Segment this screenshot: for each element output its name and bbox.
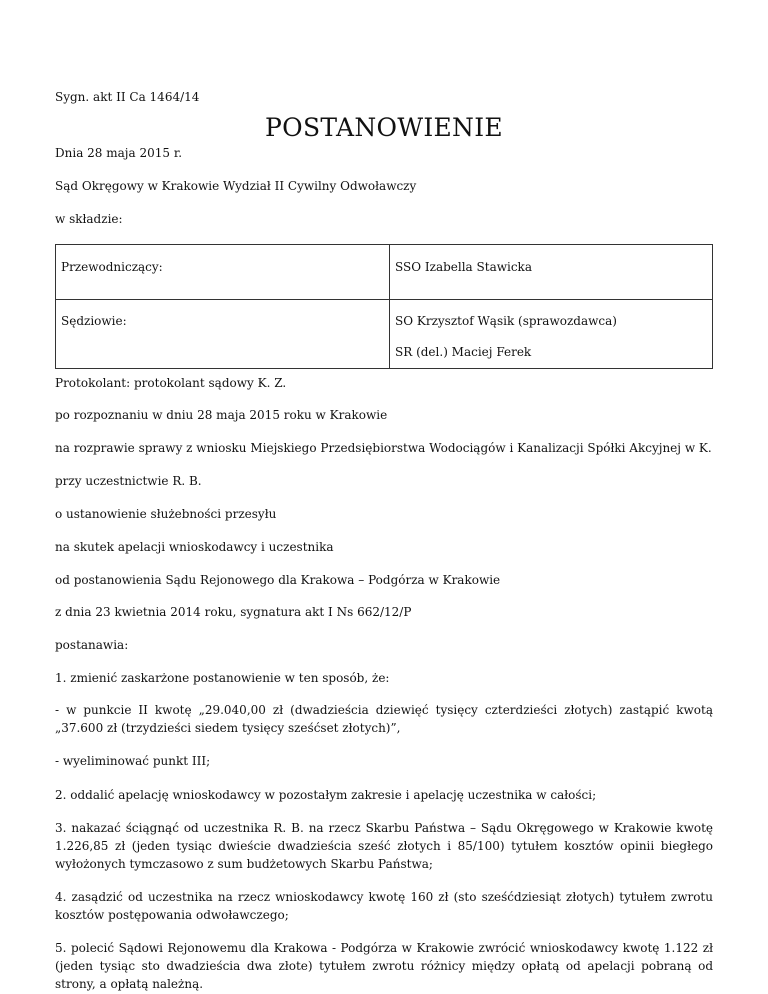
presiding-judge: SSO Izabella Stawicka: [395, 260, 532, 274]
document-title: POSTANOWIENIE: [265, 113, 503, 142]
judges-label-cell: [56, 300, 390, 369]
lower-court-line: od postanowienia Sądu Rejonowego dla Krakowa – Podgórza w Krakowie: [55, 573, 501, 587]
participant-line: przy uczestnictwie R. B.: [55, 474, 202, 488]
lower-court-date-line: z dnia 23 kwietnia 2014 roku, sygnatura akt I Ns 662/12/P: [55, 605, 412, 619]
ruling-1-intro: 1. zmienić zaskarżone postanowienie w ten sposób, że:: [55, 671, 390, 685]
judge-name: SR (del.) Maciej Ferek: [395, 345, 532, 359]
appeal-line: na skutek apelacji wnioskodawcy i uczestnika: [55, 540, 334, 554]
date-line: Dnia 28 maja 2015 r.: [55, 146, 183, 160]
applicant-line: na rozprawie sprawy z wniosku Miejskiego Przedsiębiorstwa Wodociągów i Kanalizacji Spółki Akcyjnej w K.: [55, 441, 712, 455]
ruling-item: 4. zasądzić od uczestnika na rzecz wnioskodawcy kwotę 160 zł (sto sześćdziesiąt złotych) tytułem zwrotu kosztów postępowania odwoławczego;: [55, 890, 713, 922]
presiding-label: Przewodniczący:: [61, 260, 163, 274]
judge-name: SO Krzysztof Wąsik (sprawozdawca): [395, 314, 617, 328]
ruling-item: - w punkcie II kwotę „29.040,00 zł (dwadzieścia dziewięć tysięcy czterdzieści złotych) zastąpić kwotą „37.600 zł (trzydzieści siedem tysięcy sześćset złotych)”,: [55, 703, 713, 735]
composition-intro: w składzie:: [55, 212, 123, 226]
judges-row: [56, 300, 713, 369]
panel-table: [55, 244, 713, 369]
court-name: Sąd Okręgowy w Krakowie Wydział II Cywilny Odwoławczy: [55, 179, 417, 193]
presiding-row: [56, 245, 713, 300]
ruling-item: 2. oddalić apelację wnioskodawcy w pozostałym zakresie i apelację uczestnika w całości;: [55, 788, 597, 802]
presiding-judge-cell: [390, 245, 713, 300]
judges-label: Sędziowie:: [61, 314, 127, 328]
hearing-date-line: po rozpoznaniu w dniu 28 maja 2015 roku w Krakowie: [55, 408, 388, 422]
case-signature: Sygn. akt II Ca 1464/14: [55, 90, 200, 104]
clerk-line: Protokolant: protokolant sądowy K. Z.: [55, 376, 287, 390]
ruling-item: 5. polecić Sądowi Rejonowemu dla Krakowa - Podgórza w Krakowie zwrócić wnioskodawcy kwotę 1.122 zł (jeden tysiąc sto dwadzieścia dwa złote) tytułem zwrotu różnicy między opłatą od apelacji pobraną od strony, a opłatą należną.: [55, 941, 713, 991]
ruling-item: - wyeliminować punkt III;: [55, 754, 211, 768]
subject-line: o ustanowienie służebności przesyłu: [55, 507, 277, 521]
judges-cell: [390, 300, 713, 369]
ruling-item: 3. nakazać ściągnąć od uczestnika R. B. na rzecz Skarbu Państwa – Sądu Okręgowego w Krakowie kwotę 1.226,85 zł (jeden tysiąc dwieście dwadzieścia sześć złotych i 85/100) tytułem kosztów opinii biegłego wyłożonych tymczasowo z sum budżetowych Skarbu Państwa;: [55, 821, 713, 871]
decision-intro: postanawia:: [55, 638, 129, 652]
presiding-label-cell: [56, 245, 390, 300]
